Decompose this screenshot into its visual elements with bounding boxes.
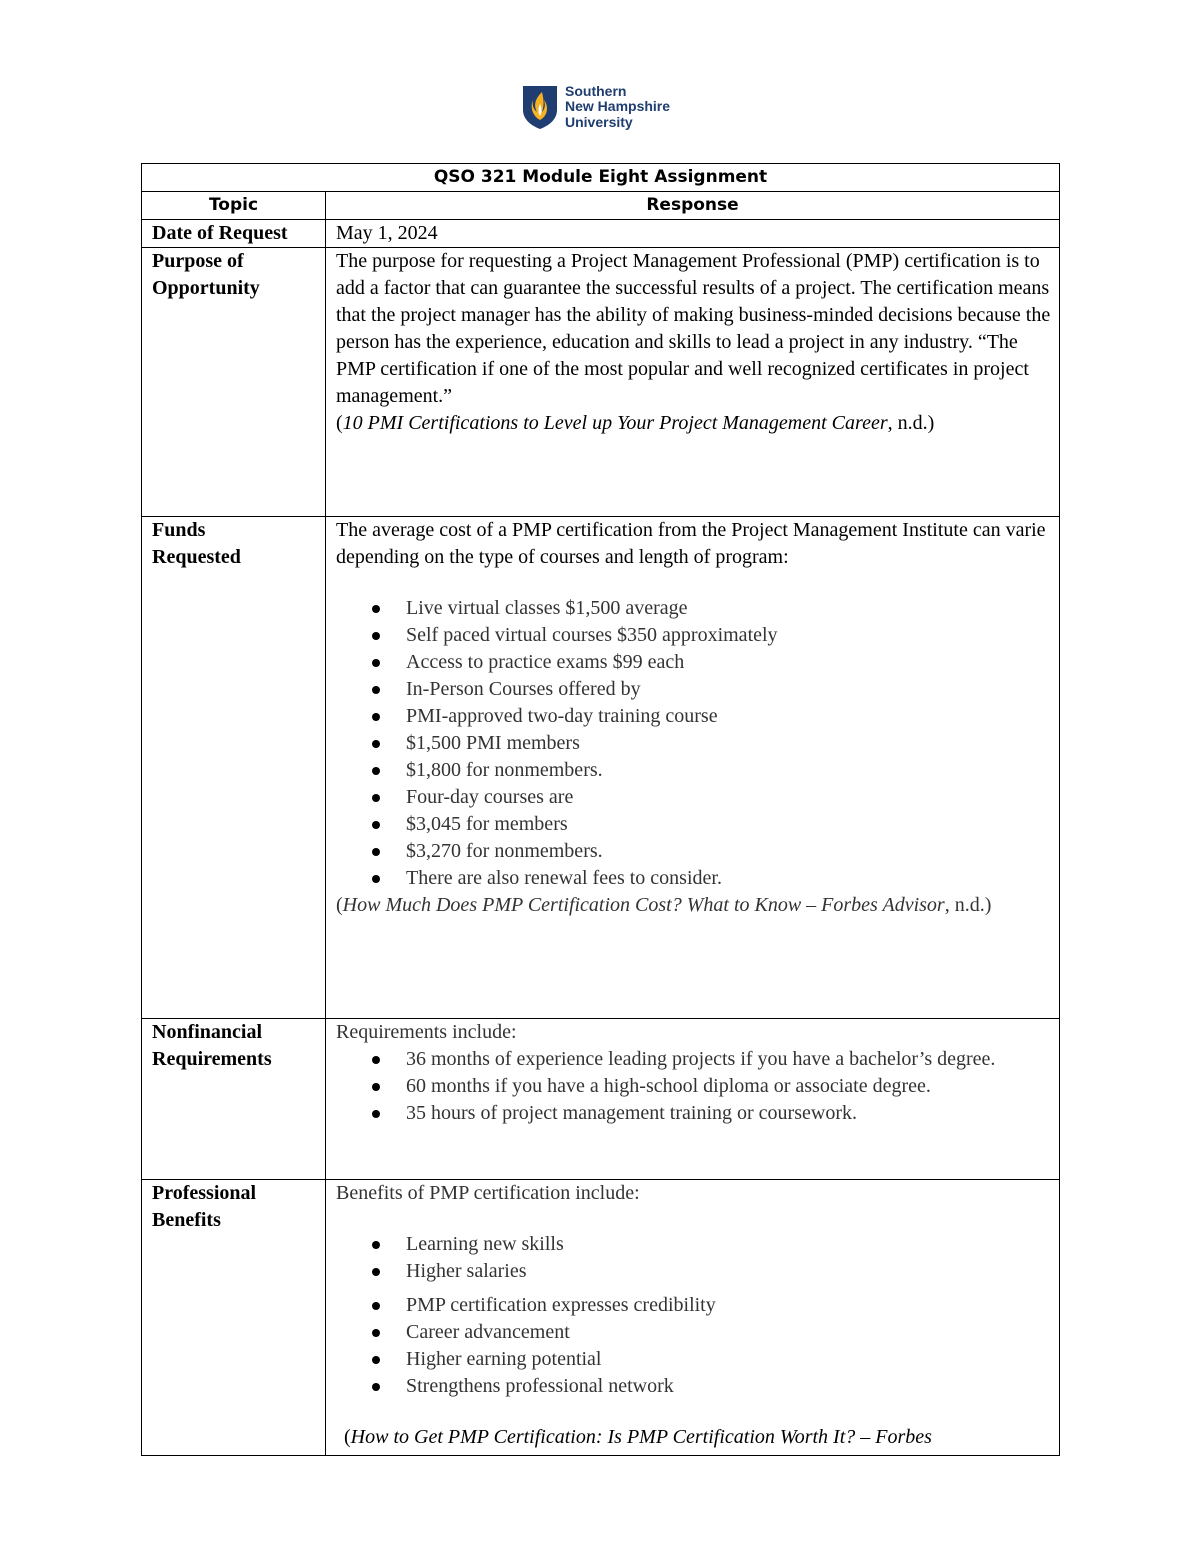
funds-label-line-1: Funds: [152, 519, 206, 541]
list-item: PMP certification expresses credibility: [406, 1292, 1051, 1319]
table-title: QSO 321 Module Eight Assignment: [142, 164, 1060, 192]
funds-citation: [336, 892, 1051, 919]
purpose-cite-open: (: [336, 412, 343, 434]
nonfinancial-label-line-2: Requirements: [152, 1048, 272, 1070]
spacer: [336, 571, 1051, 595]
logo-line-3: University: [565, 113, 633, 130]
benefits-response: [326, 1180, 1060, 1456]
flame-shield-icon: [521, 84, 559, 130]
list-item: Self paced virtual courses $350 approximately: [406, 622, 1051, 649]
list-item: There are also renewal fees to consider.: [406, 865, 1051, 892]
purpose-response: [326, 248, 1060, 517]
list-item: Higher earning potential: [406, 1346, 1051, 1373]
logo-wordmark: [565, 84, 670, 131]
funds-list: [336, 595, 1051, 892]
benefits-cite-title: How to Get PMP Certification: Is PMP Certification Worth It? – Forbes: [350, 1426, 932, 1448]
funds-cite-close: , n.d.): [944, 894, 992, 916]
benefits-label-line-2: Benefits: [152, 1209, 221, 1231]
nonfinancial-intro: Requirements include:: [336, 1021, 517, 1043]
list-item: $1,800 for nonmembers.: [406, 757, 1051, 784]
logo-line-2: New Hampshire: [565, 98, 671, 115]
list-item: Learning new skills: [406, 1231, 1051, 1258]
funds-response: [326, 517, 1060, 1019]
benefits-list-a: [336, 1231, 1051, 1285]
benefits-citation: [336, 1424, 1051, 1451]
list-item: 35 hours of project management training or coursework.: [406, 1100, 1051, 1127]
list-item: Career advancement: [406, 1319, 1051, 1346]
funds-cite-open: (: [336, 894, 343, 916]
benefits-cite-open: (: [344, 1426, 351, 1448]
list-item: Four-day courses are: [406, 784, 1051, 811]
purpose-cite-close: , n.d.): [887, 412, 935, 434]
funds-label: [142, 517, 326, 1019]
date-label: Date of Request: [142, 220, 326, 248]
nonfinancial-list: [336, 1046, 1051, 1127]
benefits-label-line-1: Professional: [152, 1182, 257, 1204]
column-header-response: Response: [326, 192, 1060, 220]
benefits-list-b: [336, 1292, 1051, 1400]
purpose-text: The purpose for requesting a Project Management Professional (PMP) certification is to add a factor that can guarantee the successful results of a project. The certification means that the project manager has the ability of making business-minded decisions because the person has the experience, education and skills to lead a project in any industry. “The PMP certification if one of the most popular and well recognized certificates in project management.”: [336, 250, 1051, 407]
list-item: Live virtual classes $1,500 average: [406, 595, 1051, 622]
header-row: [142, 192, 1060, 220]
list-item: 60 months if you have a high-school diploma or associate degree.: [406, 1073, 1051, 1100]
funds-row: [142, 517, 1060, 1019]
list-item: PMI-approved two-day training course: [406, 703, 1051, 730]
nonfinancial-row: [142, 1019, 1060, 1180]
list-item: Strengthens professional network: [406, 1373, 1051, 1400]
spacer: [336, 1285, 1051, 1292]
nonfinancial-label-line-1: Nonfinancial: [152, 1021, 263, 1043]
purpose-label-line-2: Opportunity: [152, 277, 260, 299]
purpose-label: [142, 248, 326, 517]
nonfinancial-response: [326, 1019, 1060, 1180]
list-item: Higher salaries: [406, 1258, 1051, 1285]
funds-cite-title: How Much Does PMP Certification Cost? What to Know – Forbes Advisor: [342, 894, 945, 916]
funds-intro: The average cost of a PMP certification from the Project Management Institute can varie depending on the type of courses and length of program:: [336, 519, 1046, 568]
purpose-citation: [336, 410, 1051, 437]
date-value: May 1, 2024: [326, 220, 1060, 248]
date-row: [142, 220, 1060, 248]
list-item: Access to practice exams $99 each: [406, 649, 1051, 676]
list-item: $1,500 PMI members: [406, 730, 1051, 757]
nonfinancial-label: [142, 1019, 326, 1180]
list-item: In-Person Courses offered by: [406, 676, 1051, 703]
logo-line-1: Southern: [565, 82, 627, 99]
purpose-row: [142, 248, 1060, 517]
title-row: [142, 164, 1060, 192]
list-item: 36 months of experience leading projects if you have a bachelor’s degree.: [406, 1046, 1051, 1073]
purpose-label-line-1: Purpose of: [152, 250, 244, 272]
university-logo: [521, 84, 670, 130]
funds-label-line-2: Requested: [152, 546, 241, 568]
spacer: [336, 1207, 1051, 1231]
column-header-topic: Topic: [142, 192, 326, 220]
list-item: $3,270 for nonmembers.: [406, 838, 1051, 865]
purpose-cite-title: 10 PMI Certifications to Level up Your Project Management Career: [342, 412, 888, 434]
benefits-intro: Benefits of PMP certification include:: [336, 1182, 640, 1204]
list-item: $3,045 for members: [406, 811, 1051, 838]
benefits-label: [142, 1180, 326, 1456]
benefits-row: [142, 1180, 1060, 1456]
spacer: [336, 1400, 1051, 1424]
assignment-table: [141, 163, 1060, 1456]
